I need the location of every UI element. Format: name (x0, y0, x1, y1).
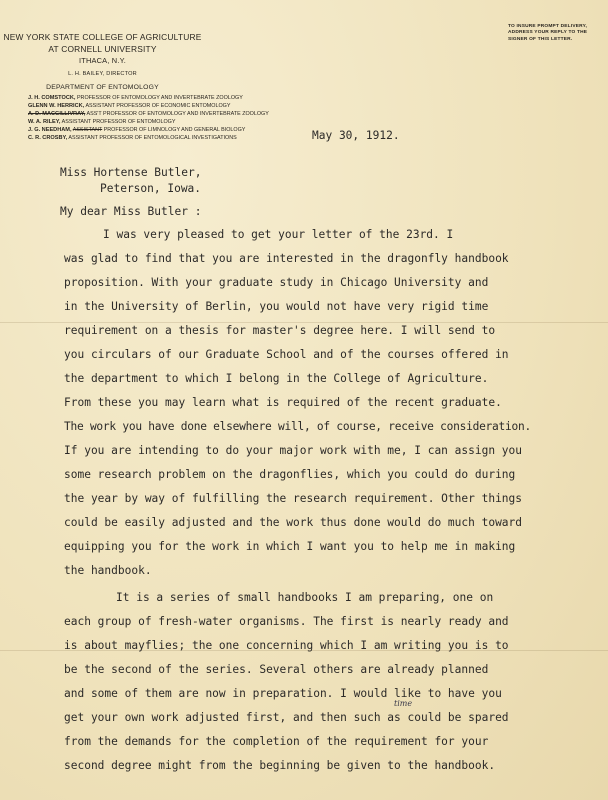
body-line: equipping you for the work in which I want you to help me in making (64, 540, 516, 553)
faculty-line: C. R. CROSBY, ASSISTANT PROFESSOR OF ENTOMOLOGICAL INVESTIGATIONS (28, 135, 237, 141)
body-line: is about mayflies; the one concerning which I am writing you is to (64, 639, 509, 652)
body-line: could be easily adjusted and the work thus done would do much toward (64, 516, 523, 529)
body-line: proposition. With your graduate study in Chicago University and (64, 276, 489, 289)
letter-date: May 30, 1912. (312, 129, 400, 142)
body-line: The work you have done elsewhere will, of course, receive consideration. (64, 420, 531, 433)
faculty-line: W. A. RILEY, ASSISTANT PROFESSOR OF ENTOMOLOGY (28, 119, 176, 125)
body-line: from the demands for the completion of the requirement for your (64, 735, 489, 748)
body-line: and some of them are now in preparation. I would like to have you (64, 687, 502, 700)
university-name: AT CORNELL UNIVERSITY (48, 44, 157, 54)
faculty-line: J. G. NEEDHAM, ASSISTANT PROFESSOR OF LIMNOLOGY AND GENERAL BIOLOGY (28, 127, 246, 133)
struck-word: ASSISTANT (72, 127, 103, 133)
body-line: be the second of the series. Several others are already planned (64, 663, 489, 676)
recipient-place: Peterson, Iowa. (100, 182, 202, 195)
body-line: you circulars of our Graduate School and of the courses offered in (64, 348, 509, 361)
body-line: in the University of Berlin, you would not have very rigid time (64, 300, 489, 313)
body-line: the year by way of fulfilling the research requirement. Other things (64, 492, 523, 505)
department-name: DEPARTMENT OF ENTOMOLOGY (46, 84, 159, 91)
body-line: the handbook. (64, 564, 152, 577)
body-line: was glad to find that you are interested in the dragonfly handbook (64, 252, 509, 265)
faculty-line: GLENN W. HERRICK, ASSISTANT PROFESSOR OF ECONOMIC ENTOMOLOGY (28, 103, 231, 109)
faculty-line: A. D. MACGILLIVRAY, ASS'T PROFESSOR OF ENTOMOLOGY AND INVERTEBRATE ZOOLOGY (28, 111, 269, 117)
handwritten-insertion: time (394, 699, 413, 708)
body-line: some research problem on the dragonflies, which you could do during (64, 468, 516, 481)
body-line: If you are intending to do your major work with me, I can assign you (64, 444, 523, 457)
delivery-note: TO INSURE PROMPT DELIVERY, ADDRESS YOUR REPLY TO THE SIGNER OF THIS LETTER. (508, 24, 588, 42)
body-line: requirement on a thesis for master's degree here. I will send to (64, 324, 496, 337)
body-line: each group of fresh-water organisms. The first is nearly ready and (64, 615, 509, 628)
body-line: I was very pleased to get your letter of the 23rd. I (103, 228, 454, 241)
body-line: It is a series of small handbooks I am preparing, one on (116, 591, 494, 604)
college-name: NEW YORK STATE COLLEGE OF AGRICULTURE (3, 32, 202, 42)
body-line: second degree might from the beginning be given to the handbook. (64, 759, 496, 772)
body-line: From these you may learn what is required of the recent graduate. (64, 396, 502, 409)
city: ITHACA, N.Y. (78, 56, 127, 65)
body-line: the department to which I belong in the College of Agriculture. (64, 372, 489, 385)
director: L. H. BAILEY, DIRECTOR (68, 71, 137, 77)
salutation: My dear Miss Butler : (60, 205, 202, 218)
faculty-line: J. H. COMSTOCK, PROFESSOR OF ENTOMOLOGY AND INVERTEBRATE ZOOLOGY (28, 95, 243, 101)
body-line: get your own work adjusted first, and then such as could be spared (64, 711, 509, 724)
paper-fold (0, 322, 608, 323)
recipient-name: Miss Hortense Butler, (60, 166, 202, 179)
